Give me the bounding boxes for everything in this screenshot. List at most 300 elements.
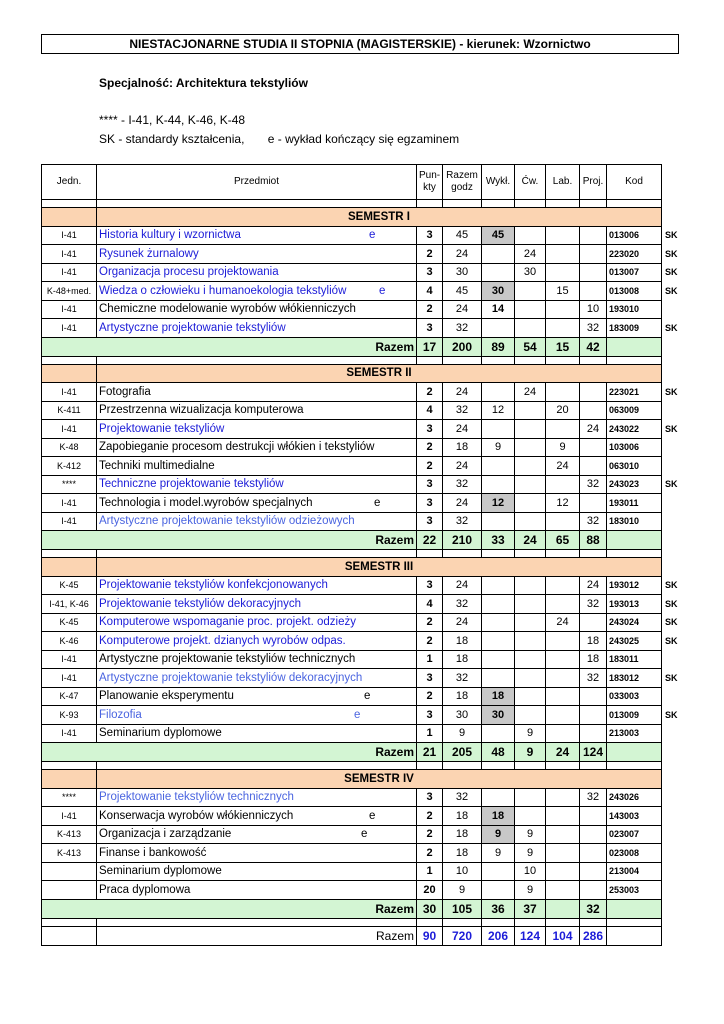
exam-marker: e bbox=[361, 828, 368, 841]
subject-cell bbox=[97, 881, 417, 900]
sk-empty bbox=[662, 926, 681, 945]
unit-cell: I-41 bbox=[42, 263, 97, 282]
subject-name: Organizacja procesu projektowania bbox=[99, 266, 279, 279]
subject-name: Projektowanie tekstyliów konfekcjonowanych bbox=[99, 579, 328, 592]
sk-marker bbox=[662, 300, 681, 319]
lecture-hours-cell bbox=[482, 724, 515, 743]
subject-name: Artystyczne projektowanie tekstyliów technicznych bbox=[99, 653, 356, 666]
sk-marker: SK bbox=[665, 230, 678, 241]
course-row bbox=[42, 862, 681, 881]
exercise-hours-cell bbox=[515, 475, 546, 494]
grand-total-row bbox=[42, 926, 681, 945]
course-row bbox=[42, 457, 681, 476]
total-lecture: 89 bbox=[482, 337, 515, 356]
points-cell: 3 bbox=[417, 226, 443, 245]
sk-marker bbox=[662, 724, 681, 743]
hours-total-cell: 24 bbox=[443, 245, 482, 264]
exercise-hours-cell bbox=[515, 420, 546, 439]
semester-header-cell bbox=[42, 770, 97, 789]
header-kod: Kod bbox=[607, 165, 662, 200]
spacer-cell bbox=[662, 356, 681, 364]
unit-cell: I-41 bbox=[42, 319, 97, 338]
sk-marker: SK bbox=[665, 617, 678, 628]
sk-marker: SK bbox=[665, 248, 678, 259]
course-code-cell: 183011 bbox=[607, 650, 662, 669]
project-hours-cell bbox=[580, 438, 607, 457]
lecture-hours-cell bbox=[482, 475, 515, 494]
subject-name: Artystyczne projektowanie tekstyliów odzieżowych bbox=[99, 515, 355, 528]
unit-cell: **** bbox=[42, 788, 97, 807]
sk-marker bbox=[662, 844, 681, 863]
lecture-hours-cell bbox=[482, 420, 515, 439]
lab-hours-cell bbox=[546, 844, 580, 863]
unit-cell: I-41 bbox=[42, 669, 97, 688]
subject-cell bbox=[97, 494, 417, 513]
spacer-cell bbox=[607, 356, 662, 364]
project-hours-cell bbox=[580, 825, 607, 844]
subject-name: Technologia i model.wyrobów specjalnych bbox=[99, 496, 313, 509]
exam-marker: e bbox=[369, 229, 376, 242]
lab-hours-cell bbox=[546, 383, 580, 402]
subject-cell bbox=[97, 706, 417, 725]
lecture-hours-cell: 12 bbox=[482, 401, 515, 420]
semester-header-row bbox=[42, 208, 681, 227]
sk-marker bbox=[662, 788, 681, 807]
exam-marker: e bbox=[369, 809, 376, 822]
header-cw: Ćw. bbox=[515, 165, 546, 200]
exercise-hours-cell bbox=[515, 319, 546, 338]
subject-cell bbox=[97, 687, 417, 706]
points-cell: 3 bbox=[417, 475, 443, 494]
course-row bbox=[42, 724, 681, 743]
total-project: 32 bbox=[580, 899, 607, 918]
unit-cell: K-47 bbox=[42, 687, 97, 706]
lab-hours-cell bbox=[546, 226, 580, 245]
course-code-cell: 063010 bbox=[607, 457, 662, 476]
sk-marker bbox=[662, 457, 681, 476]
points-cell: 3 bbox=[417, 788, 443, 807]
project-hours-cell bbox=[580, 881, 607, 900]
lab-hours-cell: 12 bbox=[546, 494, 580, 513]
semester-total-label: Razem bbox=[42, 899, 417, 918]
spacer-cell bbox=[42, 918, 97, 926]
course-row bbox=[42, 383, 681, 402]
project-hours-cell: 24 bbox=[580, 420, 607, 439]
lab-hours-cell bbox=[546, 706, 580, 725]
hours-total-cell: 30 bbox=[443, 706, 482, 725]
project-hours-cell bbox=[580, 263, 607, 282]
course-code-cell: 253003 bbox=[607, 881, 662, 900]
hours-total-cell: 18 bbox=[443, 632, 482, 651]
lecture-hours-cell bbox=[482, 263, 515, 282]
subject-cell bbox=[97, 862, 417, 881]
project-hours-cell bbox=[580, 844, 607, 863]
exam-marker: e bbox=[379, 284, 386, 297]
course-code-cell: 183010 bbox=[607, 512, 662, 531]
points-cell: 3 bbox=[417, 494, 443, 513]
total-lab bbox=[546, 899, 580, 918]
total-lecture: 48 bbox=[482, 743, 515, 762]
lab-hours-cell: 9 bbox=[546, 438, 580, 457]
subject-name: Rysunek żurnalowy bbox=[99, 247, 199, 260]
table-header-row bbox=[42, 165, 681, 200]
sk-marker bbox=[662, 512, 681, 531]
sk-marker bbox=[662, 862, 681, 881]
lecture-hours-cell bbox=[482, 383, 515, 402]
semester-header-row bbox=[42, 770, 681, 789]
grand-total-hours: 720 bbox=[443, 926, 482, 945]
spacer-cell bbox=[482, 762, 515, 770]
unit-cell: K-48+med. bbox=[42, 282, 97, 301]
semester-total-row bbox=[42, 899, 681, 918]
spacer-cell bbox=[607, 200, 662, 208]
exercise-hours-cell bbox=[515, 632, 546, 651]
sk-marker bbox=[662, 687, 681, 706]
course-row bbox=[42, 438, 681, 457]
semester-header-cell bbox=[42, 208, 97, 227]
spacer-cell bbox=[546, 918, 580, 926]
course-row bbox=[42, 632, 681, 651]
points-cell: 1 bbox=[417, 724, 443, 743]
subject-name: Techniczne projektowanie tekstyliów bbox=[99, 478, 284, 491]
course-row bbox=[42, 420, 681, 439]
course-row bbox=[42, 788, 681, 807]
project-hours-cell bbox=[580, 457, 607, 476]
project-hours-cell: 18 bbox=[580, 650, 607, 669]
exercise-hours-cell bbox=[515, 595, 546, 614]
course-code-cell: 213003 bbox=[607, 724, 662, 743]
document-title: NIESTACJONARNE STUDIA II STOPNIA (MAGISTERSKIE) - kierunek: Wzornictwo bbox=[41, 34, 679, 54]
exercise-hours-cell bbox=[515, 669, 546, 688]
hours-total-cell: 24 bbox=[443, 457, 482, 476]
total-project: 124 bbox=[580, 743, 607, 762]
lab-hours-cell bbox=[546, 669, 580, 688]
spacer-row bbox=[42, 550, 681, 558]
subject-name: Seminarium dyplomowe bbox=[99, 865, 222, 878]
points-cell: 3 bbox=[417, 576, 443, 595]
lecture-hours-cell: 18 bbox=[482, 687, 515, 706]
exercise-hours-cell bbox=[515, 512, 546, 531]
exercise-hours-cell: 9 bbox=[515, 825, 546, 844]
unit-cell: K-93 bbox=[42, 706, 97, 725]
lab-hours-cell bbox=[546, 632, 580, 651]
sk-marker bbox=[662, 438, 681, 457]
course-row bbox=[42, 844, 681, 863]
sk-marker bbox=[662, 494, 681, 513]
spacer-cell bbox=[97, 918, 417, 926]
total-lecture: 36 bbox=[482, 899, 515, 918]
unit-cell: K-412 bbox=[42, 457, 97, 476]
spacer-row bbox=[42, 200, 681, 208]
course-code-cell: 243026 bbox=[607, 788, 662, 807]
header-sk-empty bbox=[662, 165, 681, 200]
exercise-hours-cell bbox=[515, 438, 546, 457]
hours-total-cell: 24 bbox=[443, 576, 482, 595]
spacer-cell bbox=[97, 550, 417, 558]
unit-cell: I-41, K-46 bbox=[42, 595, 97, 614]
hours-total-cell: 10 bbox=[443, 862, 482, 881]
lab-hours-cell bbox=[546, 245, 580, 264]
subject-cell bbox=[97, 825, 417, 844]
project-hours-cell bbox=[580, 383, 607, 402]
lab-hours-cell bbox=[546, 263, 580, 282]
lab-hours-cell bbox=[546, 512, 580, 531]
project-hours-cell bbox=[580, 282, 607, 301]
points-cell: 1 bbox=[417, 650, 443, 669]
lab-hours-cell: 24 bbox=[546, 613, 580, 632]
exercise-hours-cell bbox=[515, 576, 546, 595]
unit-cell: I-41 bbox=[42, 494, 97, 513]
subject-cell bbox=[97, 788, 417, 807]
lecture-hours-cell bbox=[482, 669, 515, 688]
exercise-hours-cell: 10 bbox=[515, 862, 546, 881]
total-lecture: 33 bbox=[482, 531, 515, 550]
hours-total-cell: 32 bbox=[443, 401, 482, 420]
grand-total-points: 90 bbox=[417, 926, 443, 945]
sk-empty bbox=[662, 770, 681, 789]
spacer-cell bbox=[662, 918, 681, 926]
spacer-cell bbox=[546, 356, 580, 364]
hours-total-cell: 24 bbox=[443, 383, 482, 402]
spacer-cell bbox=[443, 550, 482, 558]
spacer-row bbox=[42, 918, 681, 926]
hours-total-cell: 24 bbox=[443, 420, 482, 439]
spacer-cell bbox=[515, 762, 546, 770]
course-row bbox=[42, 282, 681, 301]
points-cell: 2 bbox=[417, 632, 443, 651]
subject-name: Wiedza o człowieku i humanoekologia tekstyliów bbox=[99, 284, 347, 297]
semester-title: SEMESTR IV bbox=[97, 770, 662, 789]
sk-empty bbox=[662, 364, 681, 383]
spacer-cell bbox=[546, 200, 580, 208]
lab-hours-cell bbox=[546, 807, 580, 826]
project-hours-cell: 32 bbox=[580, 669, 607, 688]
subject-cell bbox=[97, 807, 417, 826]
course-row bbox=[42, 687, 681, 706]
project-hours-cell bbox=[580, 226, 607, 245]
project-hours-cell: 32 bbox=[580, 788, 607, 807]
sk-marker bbox=[662, 807, 681, 826]
header-wykl: Wykł. bbox=[482, 165, 515, 200]
hours-total-cell: 24 bbox=[443, 494, 482, 513]
subject-cell bbox=[97, 650, 417, 669]
spacer-cell bbox=[482, 550, 515, 558]
lab-hours-cell bbox=[546, 881, 580, 900]
hours-total-cell: 18 bbox=[443, 844, 482, 863]
spacer-cell bbox=[417, 356, 443, 364]
exam-marker: e bbox=[374, 496, 381, 509]
course-code-cell: 103006 bbox=[607, 438, 662, 457]
lab-hours-cell bbox=[546, 420, 580, 439]
total-project: 88 bbox=[580, 531, 607, 550]
total-project: 42 bbox=[580, 337, 607, 356]
course-row bbox=[42, 263, 681, 282]
unit-cell: I-41 bbox=[42, 512, 97, 531]
exercise-hours-cell: 9 bbox=[515, 844, 546, 863]
exercise-hours-cell bbox=[515, 401, 546, 420]
hours-total-cell: 9 bbox=[443, 724, 482, 743]
unit-cell: I-41 bbox=[42, 226, 97, 245]
exercise-hours-cell: 9 bbox=[515, 724, 546, 743]
header-punkty: Pun-kty bbox=[417, 165, 443, 200]
hours-total-cell: 24 bbox=[443, 613, 482, 632]
spacer-cell bbox=[42, 200, 97, 208]
total-hours: 205 bbox=[443, 743, 482, 762]
lecture-hours-cell bbox=[482, 576, 515, 595]
course-row bbox=[42, 825, 681, 844]
hours-total-cell: 32 bbox=[443, 512, 482, 531]
subject-cell bbox=[97, 420, 417, 439]
spacer-cell bbox=[417, 762, 443, 770]
project-hours-cell: 32 bbox=[580, 319, 607, 338]
spacer-cell bbox=[607, 762, 662, 770]
project-hours-cell bbox=[580, 706, 607, 725]
semester-total-label: Razem bbox=[42, 337, 417, 356]
course-row bbox=[42, 300, 681, 319]
unit-cell: K-48 bbox=[42, 438, 97, 457]
spacer-cell bbox=[580, 550, 607, 558]
exercise-hours-cell: 24 bbox=[515, 245, 546, 264]
course-code-cell: 183012 bbox=[607, 669, 662, 688]
course-code-cell: 213004 bbox=[607, 862, 662, 881]
sk-marker: SK bbox=[665, 423, 678, 434]
course-code-cell: 243022 bbox=[607, 420, 662, 439]
specialty-heading: Specjalność: Architektura tekstyliów bbox=[99, 76, 308, 90]
project-hours-cell bbox=[580, 807, 607, 826]
sk-marker: SK bbox=[665, 709, 678, 720]
sk-empty bbox=[662, 899, 681, 918]
subject-name: Komputerowe projekt. dzianych wyrobów odpas. bbox=[99, 634, 346, 647]
spacer-cell bbox=[580, 918, 607, 926]
grand-total-project: 286 bbox=[580, 926, 607, 945]
total-kod-empty bbox=[607, 899, 662, 918]
hours-total-cell: 45 bbox=[443, 226, 482, 245]
points-cell: 2 bbox=[417, 245, 443, 264]
lab-hours-cell bbox=[546, 825, 580, 844]
semester-total-row bbox=[42, 531, 681, 550]
project-hours-cell: 32 bbox=[580, 595, 607, 614]
project-hours-cell: 10 bbox=[580, 300, 607, 319]
header-przedmiot: Przedmiot bbox=[97, 165, 417, 200]
subject-name: Fotografia bbox=[99, 385, 151, 398]
hours-total-cell: 9 bbox=[443, 881, 482, 900]
spacer-cell bbox=[42, 550, 97, 558]
points-cell: 4 bbox=[417, 595, 443, 614]
lecture-hours-cell: 30 bbox=[482, 706, 515, 725]
project-hours-cell: 18 bbox=[580, 632, 607, 651]
grand-total-lecture: 206 bbox=[482, 926, 515, 945]
sk-marker bbox=[662, 401, 681, 420]
sk-empty bbox=[662, 558, 681, 577]
subject-cell bbox=[97, 576, 417, 595]
points-cell: 3 bbox=[417, 706, 443, 725]
sk-marker: SK bbox=[665, 672, 678, 683]
exercise-hours-cell bbox=[515, 706, 546, 725]
exam-marker: e bbox=[354, 708, 361, 721]
course-code-cell: 023007 bbox=[607, 825, 662, 844]
project-hours-cell: 24 bbox=[580, 576, 607, 595]
lecture-hours-cell bbox=[482, 245, 515, 264]
unit-cell: I-41 bbox=[42, 650, 97, 669]
exam-marker: e bbox=[364, 690, 371, 703]
subject-name: Projektowanie tekstyliów technicznych bbox=[99, 791, 294, 804]
points-cell: 1 bbox=[417, 862, 443, 881]
spacer-cell bbox=[482, 918, 515, 926]
course-code-cell: 193013 bbox=[607, 595, 662, 614]
subject-name: Artystyczne projektowanie tekstyliów dekoracyjnych bbox=[99, 671, 363, 684]
course-row bbox=[42, 576, 681, 595]
spacer-cell bbox=[607, 550, 662, 558]
spacer-cell bbox=[580, 762, 607, 770]
spacer-cell bbox=[546, 762, 580, 770]
lab-hours-cell: 20 bbox=[546, 401, 580, 420]
points-cell: 3 bbox=[417, 512, 443, 531]
unit-cell: **** bbox=[42, 475, 97, 494]
subject-cell bbox=[97, 245, 417, 264]
subject-name: Praca dyplomowa bbox=[99, 883, 191, 896]
total-points: 30 bbox=[417, 899, 443, 918]
hours-total-cell: 30 bbox=[443, 263, 482, 282]
subject-cell bbox=[97, 401, 417, 420]
course-code-cell: 183009 bbox=[607, 319, 662, 338]
total-lab: 24 bbox=[546, 743, 580, 762]
subject-cell bbox=[97, 844, 417, 863]
course-code-cell: 023008 bbox=[607, 844, 662, 863]
subject-name: Seminarium dyplomowe bbox=[99, 727, 222, 740]
lecture-hours-cell bbox=[482, 632, 515, 651]
spacer-cell bbox=[417, 200, 443, 208]
lecture-hours-cell bbox=[482, 319, 515, 338]
exercise-hours-cell: 30 bbox=[515, 263, 546, 282]
subject-cell bbox=[97, 475, 417, 494]
points-cell: 4 bbox=[417, 282, 443, 301]
exercise-hours-cell bbox=[515, 807, 546, 826]
spacer-cell bbox=[97, 200, 417, 208]
project-hours-cell bbox=[580, 245, 607, 264]
subject-cell bbox=[97, 669, 417, 688]
hours-total-cell: 32 bbox=[443, 595, 482, 614]
subject-cell bbox=[97, 226, 417, 245]
grand-total-label: Razem bbox=[97, 926, 417, 945]
hours-total-cell: 32 bbox=[443, 319, 482, 338]
lab-hours-cell bbox=[546, 475, 580, 494]
points-cell: 2 bbox=[417, 383, 443, 402]
lecture-hours-cell bbox=[482, 650, 515, 669]
unit-cell: K-46 bbox=[42, 632, 97, 651]
lab-hours-cell bbox=[546, 576, 580, 595]
course-code-cell: 193011 bbox=[607, 494, 662, 513]
semester-total-label: Razem bbox=[42, 743, 417, 762]
total-lab: 65 bbox=[546, 531, 580, 550]
hours-total-cell: 18 bbox=[443, 650, 482, 669]
course-row bbox=[42, 613, 681, 632]
total-exercise: 24 bbox=[515, 531, 546, 550]
semester-total-label: Razem bbox=[42, 531, 417, 550]
course-code-cell: 223020 bbox=[607, 245, 662, 264]
lab-hours-cell bbox=[546, 862, 580, 881]
spacer-cell bbox=[515, 200, 546, 208]
points-cell: 2 bbox=[417, 300, 443, 319]
header-proj: Proj. bbox=[580, 165, 607, 200]
exercise-hours-cell bbox=[515, 687, 546, 706]
spacer-cell bbox=[546, 550, 580, 558]
exercise-hours-cell bbox=[515, 494, 546, 513]
course-row bbox=[42, 706, 681, 725]
course-row bbox=[42, 650, 681, 669]
header-jedn: Jedn. bbox=[42, 165, 97, 200]
course-row bbox=[42, 512, 681, 531]
semester-header-cell bbox=[42, 558, 97, 577]
